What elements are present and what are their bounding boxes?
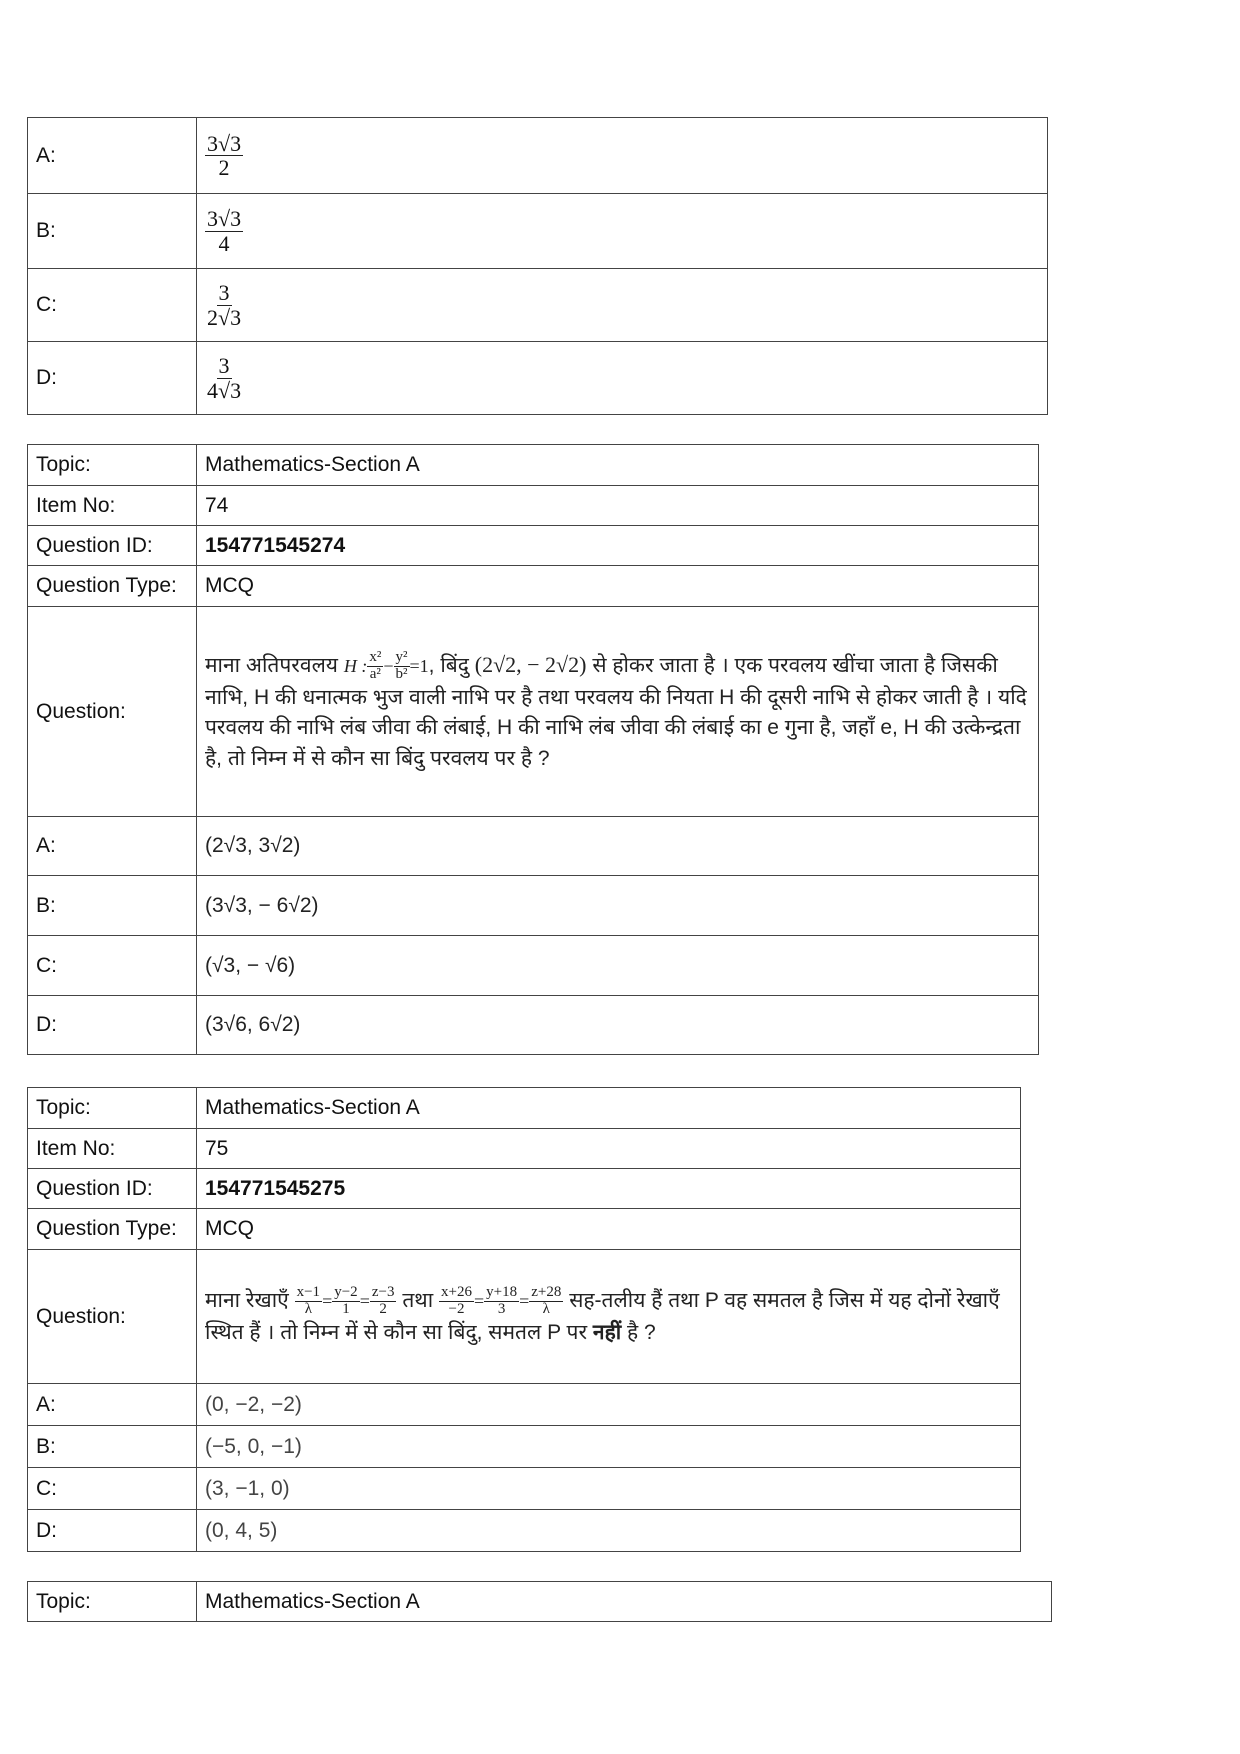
options-table-prev: [27, 117, 1048, 415]
question-text: माना रेखाएँ $\frac{x-1}{\lambda}$ = $\frac{y-2}{1}$ = $\frac{z-3}{2}$ तथा $\frac{x+26}{-2}$ = $\frac{y+18}{3}$ = $\frac{z+28}{\lambda}$ सह-तलीय हैं तथा P वह समतल है जिस में यह दोनों रेखाएँ स्थित हैं । तो निम्न में से कौन सा बिंदु, समतल P पर नहीं है ?: [197, 1250, 1021, 1384]
fraction: $\frac{3√3}{2}$: [207, 130, 242, 180]
fraction: $\frac{3√3}{4}$: [207, 206, 242, 256]
option-label: B:: [28, 194, 197, 269]
item-value: 74: [197, 486, 1039, 526]
fraction: $\frac{x-1}{\lambda}$: [296, 1284, 321, 1317]
option-value: (0, −2, −2): [197, 1384, 1021, 1426]
option-label: D:: [28, 996, 197, 1055]
option-label: B:: [28, 876, 197, 936]
option-label: A:: [28, 1384, 197, 1426]
fraction: $\frac{y-2}{1}$: [334, 1284, 358, 1317]
fraction: $\frac{3}{2√3}$: [207, 280, 242, 330]
topic-row: [28, 445, 1039, 486]
question-label: Question:: [28, 1250, 197, 1384]
option-row-a: [28, 118, 1048, 194]
question-type-row: [28, 566, 1039, 607]
fraction: $\frac{\text{x²}}{\text{a²}}$: [369, 649, 382, 682]
option-row-b: [28, 1426, 1021, 1468]
option-label: C:: [28, 1468, 197, 1510]
option-value: (0, 4, 5): [197, 1510, 1021, 1552]
question-table-75: [27, 1087, 1021, 1552]
question-id-label: Question ID:: [28, 526, 197, 566]
question-id-label: Question ID:: [28, 1169, 197, 1209]
question-table-next: [27, 1581, 1052, 1622]
option-label: A:: [28, 118, 197, 194]
fraction: $\frac{\text{y²}}{\text{b²}}$: [395, 649, 408, 682]
option-value: [197, 194, 1048, 269]
item-row: [28, 486, 1039, 526]
fraction: $\frac{3}{4√3}$: [207, 353, 242, 403]
topic-row: [28, 1582, 1052, 1622]
option-value: [197, 342, 1048, 415]
fraction: $\frac{z+28}{\lambda}$: [531, 1284, 562, 1317]
topic-value: Mathematics-Section A: [197, 445, 1039, 486]
option-value: [197, 118, 1048, 194]
fraction: $\frac{x+26}{-2}$: [440, 1284, 472, 1317]
fraction: $\frac{z-3}{2}$: [371, 1284, 395, 1317]
question-text: माना अतिपरवलय H : $\frac{\text{x²}}{\text{a²}}$ − $\frac{\text{y²}}{\text{b²}}$ =1, बिंदु (2√2, − 2√2) से होकर जाता है । एक परवलय खींचा जाता है जिसकी नाभि, H की धनात्मक भुज वाली नाभि पर है तथा परवलय की नियता H की दूसरी नाभि से होकर जाती है । यदि परवलय की नाभि लंब जीवा की लंबाई, H की नाभि लंब जीवा की लंबाई का e गुना है, जहाँ e, H की उत्केन्द्रता है, तो निम्न में से कौन सा बिंदु परवलय पर है ?: [197, 607, 1039, 817]
fraction: $\frac{y+18}{3}$: [486, 1284, 518, 1317]
option-row-b: [28, 876, 1039, 936]
topic-value: Mathematics-Section A: [197, 1088, 1021, 1129]
question-id-row: [28, 526, 1039, 566]
question-type-label: Question Type:: [28, 566, 197, 607]
question-type-row: [28, 1209, 1021, 1250]
option-label: D:: [28, 1510, 197, 1552]
topic-value: Mathematics-Section A: [197, 1582, 1052, 1622]
option-row-c: [28, 269, 1048, 342]
item-label: Item No:: [28, 486, 197, 526]
question-type-value: MCQ: [197, 1209, 1021, 1250]
option-value: (2√3, 3√2): [197, 817, 1039, 876]
option-label: D:: [28, 342, 197, 415]
option-value: (−5, 0, −1): [197, 1426, 1021, 1468]
option-label: A:: [28, 817, 197, 876]
topic-row: [28, 1088, 1021, 1129]
question-label: Question:: [28, 607, 197, 817]
option-row-d: [28, 1510, 1021, 1552]
option-row-a: [28, 817, 1039, 876]
question-id-value: 154771545275: [197, 1169, 1021, 1209]
option-row-c: [28, 936, 1039, 996]
option-label: B:: [28, 1426, 197, 1468]
item-label: Item No:: [28, 1129, 197, 1169]
question-id-value: 154771545274: [197, 526, 1039, 566]
option-value: (3√6, 6√2): [197, 996, 1039, 1055]
question-type-label: Question Type:: [28, 1209, 197, 1250]
item-row: [28, 1129, 1021, 1169]
question-id-row: [28, 1169, 1021, 1209]
question-table-74: [27, 444, 1039, 1055]
option-row-c: [28, 1468, 1021, 1510]
option-row-a: [28, 1384, 1021, 1426]
option-label: C:: [28, 936, 197, 996]
option-row-d: [28, 342, 1048, 415]
option-row-d: [28, 996, 1039, 1055]
option-value: (3√3, − 6√2): [197, 876, 1039, 936]
option-value: (3, −1, 0): [197, 1468, 1021, 1510]
option-value: [197, 269, 1048, 342]
question-row: [28, 607, 1039, 817]
option-row-b: [28, 194, 1048, 269]
topic-label: Topic:: [28, 445, 197, 486]
option-label: C:: [28, 269, 197, 342]
question-type-value: MCQ: [197, 566, 1039, 607]
question-row: [28, 1250, 1021, 1384]
item-value: 75: [197, 1129, 1021, 1169]
option-value: (√3, − √6): [197, 936, 1039, 996]
topic-label: Topic:: [28, 1088, 197, 1129]
topic-label: Topic:: [28, 1582, 197, 1622]
